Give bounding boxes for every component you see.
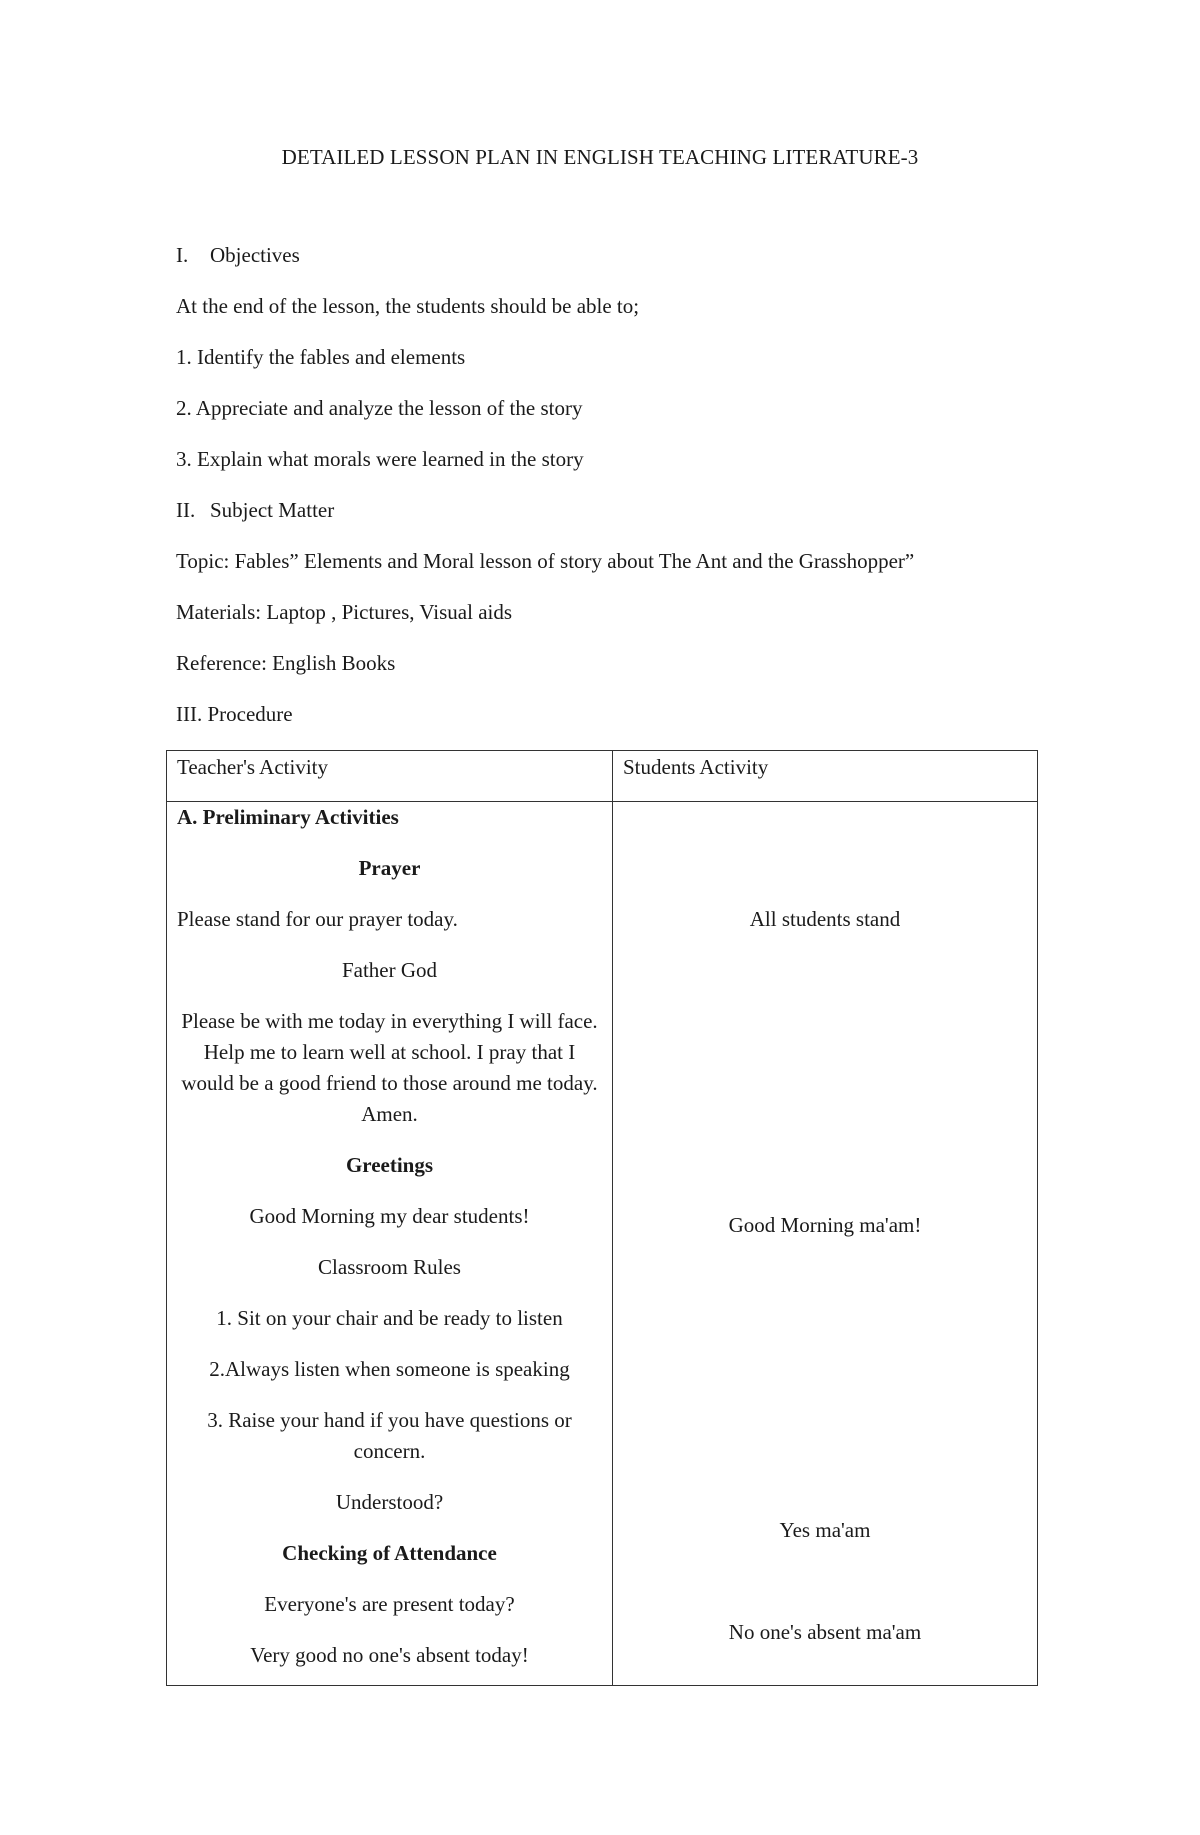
students-understood-reply: Yes ma'am — [779, 1518, 871, 1542]
prayer-text: Please be with me today in everything I will face. Help me to learn well at school. I pray that I would be a good friend to those around me today. Amen. — [181, 1009, 598, 1126]
objective-item-3: 3. Explain what morals were learned in the story — [176, 447, 584, 471]
students-stand: All students stand — [749, 907, 901, 931]
attendance-heading: Checking of Attendance — [282, 1541, 497, 1565]
prayer-instruction: Please stand for our prayer today. — [177, 907, 458, 931]
prayer-heading: Prayer — [358, 856, 421, 880]
objectives-numeral: I. — [176, 243, 189, 267]
students-attendance-reply: No one's absent ma'am — [728, 1620, 922, 1644]
rule-item-1: 1. Sit on your chair and be ready to listen — [216, 1306, 563, 1330]
procedure-table — [166, 750, 1038, 1686]
understood-question: Understood? — [335, 1490, 444, 1514]
subject-matter-heading — [176, 498, 334, 523]
objectives-heading-text: Objectives — [210, 243, 300, 267]
students-activity-cell — [613, 802, 1038, 1686]
objectives-heading — [176, 243, 300, 268]
rules-heading: Classroom Rules — [318, 1255, 461, 1279]
subject-matter-heading-text: Subject Matter — [210, 498, 335, 522]
rule-item-2: 2.Always listen when someone is speaking — [209, 1357, 570, 1381]
topic-line: Topic: Fables” Elements and Moral lesson of story about The Ant and the Grasshopper” — [176, 549, 915, 573]
rule-item-3: 3. Raise your hand if you have questions or concern. — [207, 1408, 572, 1463]
header-students-activity: Students Activity — [613, 751, 1038, 802]
objective-item-1: 1. Identify the fables and elements — [176, 345, 466, 369]
table-header-row — [167, 751, 1038, 802]
greetings-heading: Greetings — [345, 1153, 434, 1177]
procedure-heading: III. Procedure — [176, 702, 293, 726]
teacher-greeting: Good Morning my dear students! — [249, 1204, 530, 1228]
objective-item-2: 2. Appreciate and analyze the lesson of the story — [176, 396, 583, 420]
teacher-activity-cell — [167, 802, 613, 1686]
prayer-opening: Father God — [341, 958, 438, 982]
attendance-question: Everyone's are present today? — [264, 1592, 515, 1616]
subject-matter-numeral: II. — [176, 498, 196, 522]
header-teacher-activity: Teacher's Activity — [167, 751, 613, 802]
objectives-intro: At the end of the lesson, the students should be able to; — [176, 294, 640, 318]
materials-line: Materials: Laptop , Pictures, Visual aids — [176, 600, 513, 624]
attendance-remark: Very good no one's absent today! — [250, 1643, 529, 1667]
table-row — [167, 802, 1038, 1686]
students-greeting-reply: Good Morning ma'am! — [728, 1213, 922, 1237]
reference-line: Reference: English Books — [176, 651, 396, 675]
document-title: DETAILED LESSON PLAN IN ENGLISH TEACHING LITERATURE-3 — [281, 145, 919, 169]
section-heading: A. Preliminary Activities — [177, 805, 399, 829]
